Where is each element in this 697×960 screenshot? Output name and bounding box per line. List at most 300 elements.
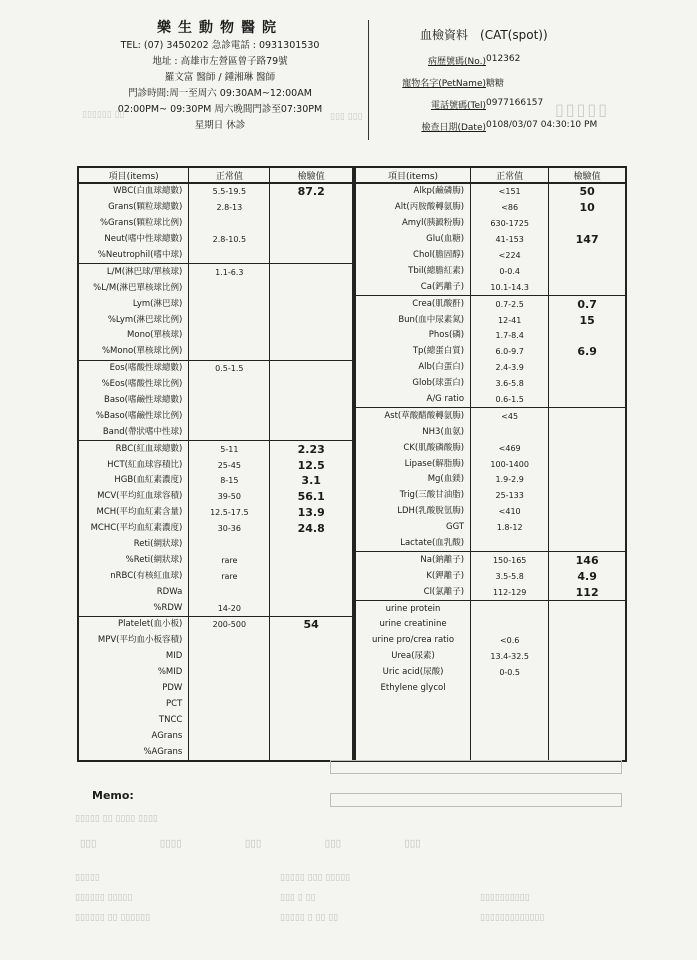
reference-range: 2.4-3.9 bbox=[471, 360, 549, 376]
reference-range: 14-20 bbox=[189, 600, 270, 616]
header-item: 項目(items) bbox=[78, 167, 189, 183]
result-value bbox=[549, 697, 626, 713]
reference-range bbox=[471, 424, 549, 440]
reference-range: 3.6-5.8 bbox=[471, 376, 549, 392]
table-row bbox=[355, 296, 626, 312]
field-petname-value: 糖糖 bbox=[486, 79, 505, 89]
test-name: Amyl(胰澱粉脢) bbox=[401, 218, 465, 229]
table-row bbox=[78, 665, 353, 681]
reference-range bbox=[189, 584, 270, 600]
test-name: Lym(淋巴球) bbox=[132, 298, 183, 309]
test-name: Alb(白蛋白) bbox=[418, 362, 465, 373]
report-type: (CAT(spot)) bbox=[480, 28, 548, 42]
bleedthrough-text: ▯▯▯ ▯ ▯▯ bbox=[280, 892, 316, 902]
test-name: PCT bbox=[166, 698, 183, 709]
result-value bbox=[270, 633, 353, 649]
test-name: Ast(草酸醋酸轉氨脢) bbox=[355, 408, 471, 424]
reference-range bbox=[189, 697, 270, 713]
result-value bbox=[549, 744, 626, 761]
reference-range bbox=[471, 712, 549, 728]
result-value: 15 bbox=[549, 312, 626, 328]
reference-range bbox=[189, 344, 270, 360]
clinic-address: 地址 : 高雄市左營區曾子路79號 bbox=[152, 56, 288, 67]
reference-range bbox=[471, 744, 549, 761]
table-row bbox=[78, 312, 353, 328]
test-name: Grans(顆粒球總數) bbox=[108, 202, 183, 213]
result-value bbox=[549, 601, 626, 617]
result-value bbox=[270, 665, 353, 681]
result-value bbox=[549, 728, 626, 744]
table-row bbox=[78, 280, 353, 296]
table-row bbox=[355, 232, 626, 248]
test-name: urine creatinine bbox=[379, 619, 447, 630]
reference-range: <224 bbox=[471, 248, 549, 264]
test-name: AGrans bbox=[151, 730, 183, 741]
reference-range bbox=[189, 312, 270, 328]
test-name: WBC(白血球總數) bbox=[78, 183, 189, 200]
reference-range bbox=[471, 617, 549, 633]
test-name: CK(肌酸磷酸脢) bbox=[403, 442, 465, 453]
table-row bbox=[355, 424, 626, 440]
reference-range: 5.5-19.5 bbox=[189, 183, 270, 200]
table-row bbox=[78, 216, 353, 232]
reference-range bbox=[189, 377, 270, 393]
test-name: Reti(網狀球) bbox=[133, 539, 183, 550]
reference-range: <151 bbox=[471, 183, 549, 200]
test-name: Alt(丙胺酸轉氨脢) bbox=[394, 202, 465, 213]
clinic-phone: TEL: (07) 3450202 急診電話 : 0931301530 bbox=[120, 40, 320, 51]
bleedthrough-text: ▯▯▯▯▯▯ ▯▯ bbox=[82, 110, 125, 120]
test-name: Eos(嗜酸性球總數) bbox=[78, 360, 189, 376]
table-row bbox=[355, 744, 626, 761]
bleedthrough-text: ▯▯▯ ▯▯▯▯ ▯▯▯ ▯▯▯ ▯▯▯ bbox=[80, 838, 421, 849]
result-value bbox=[549, 279, 626, 295]
clinic-hours-3: 星期日 休診 bbox=[194, 120, 246, 131]
table-row bbox=[78, 552, 353, 568]
test-name: Phos(磷) bbox=[428, 330, 465, 341]
reference-range bbox=[189, 296, 270, 312]
test-name: Tp(總蛋白質) bbox=[412, 346, 465, 357]
table-row bbox=[355, 263, 626, 279]
test-name: Lactate(血乳酸) bbox=[400, 538, 465, 549]
result-value: 24.8 bbox=[270, 521, 353, 537]
reference-range bbox=[189, 712, 270, 728]
result-value bbox=[270, 248, 353, 264]
reference-range: 25-45 bbox=[189, 457, 270, 473]
reference-range bbox=[189, 248, 270, 264]
test-name: NH3(血氨) bbox=[422, 426, 465, 437]
reference-range: 5-11 bbox=[189, 441, 270, 457]
table-row bbox=[355, 488, 626, 504]
table-row bbox=[355, 216, 626, 232]
reference-range: 12.5-17.5 bbox=[189, 505, 270, 521]
test-name: RBC(紅血球總數) bbox=[78, 441, 189, 457]
table-row bbox=[78, 393, 353, 409]
reference-range: 13.4-32.5 bbox=[471, 649, 549, 665]
result-value bbox=[549, 649, 626, 665]
test-name: Na(鈉離子) bbox=[355, 552, 471, 568]
test-name: %Eos(嗜酸性球比例) bbox=[101, 379, 183, 390]
result-value bbox=[549, 633, 626, 649]
field-no-label: 病歷號碼(No.) bbox=[428, 57, 486, 67]
reference-range bbox=[189, 328, 270, 344]
test-name: Ethylene glycol bbox=[380, 683, 446, 694]
result-value bbox=[270, 312, 353, 328]
table-row bbox=[78, 408, 353, 424]
result-value bbox=[270, 600, 353, 616]
result-value bbox=[549, 408, 626, 424]
table-row bbox=[78, 296, 353, 312]
reference-range: 630-1725 bbox=[471, 216, 549, 232]
result-value: 13.9 bbox=[270, 505, 353, 521]
result-value bbox=[270, 537, 353, 553]
test-name: MID bbox=[165, 651, 183, 662]
result-value bbox=[549, 328, 626, 344]
result-value: 6.9 bbox=[549, 344, 626, 360]
result-value bbox=[270, 360, 353, 376]
reference-range: 30-36 bbox=[189, 521, 270, 537]
table-row bbox=[355, 408, 626, 424]
test-name: MCH(平均血紅素含量) bbox=[96, 507, 183, 518]
reference-range: 112-129 bbox=[471, 584, 549, 600]
table-row bbox=[355, 728, 626, 744]
bleedthrough-box bbox=[330, 760, 622, 774]
table-row bbox=[355, 617, 626, 633]
reference-range bbox=[189, 681, 270, 697]
reference-range: 1.1-6.3 bbox=[189, 264, 270, 280]
reference-range: 1.7-8.4 bbox=[471, 328, 549, 344]
header-range: 正常值 bbox=[189, 167, 270, 183]
table-row bbox=[355, 536, 626, 552]
reference-range bbox=[189, 649, 270, 665]
result-value bbox=[549, 392, 626, 408]
result-value bbox=[270, 552, 353, 568]
table-row bbox=[78, 521, 353, 537]
result-value bbox=[270, 424, 353, 440]
test-name: Tbil(總膽紅素) bbox=[408, 265, 465, 276]
result-value bbox=[549, 216, 626, 232]
result-value: 56.1 bbox=[270, 489, 353, 505]
table-row bbox=[78, 344, 353, 360]
field-date-label: 檢查日期(Date) bbox=[421, 123, 486, 133]
header-range: 正常值 bbox=[471, 167, 549, 183]
report-title bbox=[420, 26, 548, 43]
test-name: nRBC(有核紅血球) bbox=[110, 570, 183, 581]
test-name: PDW bbox=[162, 683, 183, 694]
test-name: urine pro/crea ratio bbox=[372, 635, 455, 646]
result-value bbox=[270, 408, 353, 424]
test-name: urine protein bbox=[355, 601, 471, 617]
test-name bbox=[355, 744, 471, 761]
table-row bbox=[355, 456, 626, 472]
table-row bbox=[78, 200, 353, 216]
test-name: Band(帶狀嗜中性球) bbox=[102, 426, 183, 437]
table-row bbox=[355, 681, 626, 697]
reference-range: <0.6 bbox=[471, 633, 549, 649]
result-value bbox=[270, 584, 353, 600]
test-name: Chol(膽固醇) bbox=[413, 250, 465, 260]
reference-range: 10.1-14.3 bbox=[471, 279, 549, 295]
result-value bbox=[270, 649, 353, 665]
table-row bbox=[78, 728, 353, 744]
result-value bbox=[270, 216, 353, 232]
result-value bbox=[549, 440, 626, 456]
test-name: K(鉀離子) bbox=[426, 570, 465, 581]
test-name: L/M(淋巴球/單核球) bbox=[78, 264, 189, 280]
test-name: Crea(肌酸酐) bbox=[355, 296, 471, 312]
clinic-hours-1: 門診時間:周一至周六 09:30AM~12:00AM bbox=[128, 88, 312, 99]
result-value bbox=[270, 200, 353, 216]
header-item: 項目(items) bbox=[355, 167, 471, 183]
table-row bbox=[78, 248, 353, 264]
reference-range: 3.5-5.8 bbox=[471, 568, 549, 584]
test-name: %RDW bbox=[153, 602, 183, 613]
reference-range bbox=[471, 681, 549, 697]
reference-range: 41-153 bbox=[471, 232, 549, 248]
result-value: 87.2 bbox=[270, 183, 353, 200]
test-name: Platelet(血小板) bbox=[78, 617, 189, 633]
result-value: 12.5 bbox=[270, 457, 353, 473]
table-row bbox=[78, 649, 353, 665]
reference-range bbox=[471, 536, 549, 552]
result-value: 146 bbox=[549, 552, 626, 568]
result-value bbox=[270, 344, 353, 360]
table-row bbox=[355, 568, 626, 584]
reference-range: rare bbox=[189, 568, 270, 584]
header-result: 檢驗值 bbox=[549, 167, 626, 183]
reference-range: 0-0.5 bbox=[471, 665, 549, 681]
result-value bbox=[549, 681, 626, 697]
table-row bbox=[78, 473, 353, 489]
reference-range bbox=[471, 728, 549, 744]
reference-range bbox=[189, 537, 270, 553]
result-value bbox=[549, 424, 626, 440]
table-row bbox=[355, 649, 626, 665]
reference-range: <410 bbox=[471, 504, 549, 520]
results-table-left bbox=[77, 166, 354, 762]
field-tel-label: 電話號碼(Tel) bbox=[430, 101, 486, 111]
bleedthrough-text: ▯▯▯▯▯ bbox=[75, 872, 100, 882]
table-row bbox=[355, 552, 626, 568]
reference-range bbox=[471, 697, 549, 713]
reference-range: 0.6-1.5 bbox=[471, 392, 549, 408]
bleedthrough-text: ▯▯▯▯▯▯▯▯▯▯ bbox=[480, 892, 530, 902]
result-value: 4.9 bbox=[549, 568, 626, 584]
test-name: GGT bbox=[446, 522, 465, 533]
reference-range bbox=[189, 744, 270, 761]
result-value: 54 bbox=[270, 617, 353, 633]
test-name: Urea(尿素) bbox=[391, 651, 435, 662]
table-row bbox=[355, 633, 626, 649]
test-name: %Grans(顆粒球比例) bbox=[99, 218, 183, 229]
bleedthrough-text: ▯▯▯▯▯▯▯▯▯▯▯▯▯ bbox=[480, 912, 545, 922]
header-result: 檢驗值 bbox=[270, 167, 353, 183]
result-value bbox=[270, 377, 353, 393]
test-name: RDWa bbox=[156, 586, 183, 597]
test-name: Glob(球蛋白) bbox=[412, 378, 465, 389]
test-name: MCV(平均紅血球容積) bbox=[97, 491, 183, 502]
reference-range: 2.8-13 bbox=[189, 200, 270, 216]
reference-range: 12-41 bbox=[471, 312, 549, 328]
result-value bbox=[549, 536, 626, 552]
reference-range: 0.5-1.5 bbox=[189, 360, 270, 376]
reference-range: 8-15 bbox=[189, 473, 270, 489]
test-name: HCT(紅血球容積比) bbox=[107, 459, 183, 470]
test-name: LDH(乳酸脫氫脢) bbox=[397, 506, 465, 517]
result-value bbox=[549, 456, 626, 472]
test-name: %MID bbox=[157, 667, 183, 678]
reference-range bbox=[189, 393, 270, 409]
table-row bbox=[78, 232, 353, 248]
result-value bbox=[270, 280, 353, 296]
table-row bbox=[355, 328, 626, 344]
test-name: %L/M(淋巴單核球比例) bbox=[93, 282, 183, 293]
test-name: A/G ratio bbox=[426, 394, 465, 405]
bleedthrough-box bbox=[330, 793, 622, 807]
test-name: Ca(鈣離子) bbox=[420, 281, 465, 292]
result-value bbox=[549, 263, 626, 279]
reference-range: 0.7-2.5 bbox=[471, 296, 549, 312]
reference-range: <86 bbox=[471, 200, 549, 216]
table-row bbox=[355, 601, 626, 617]
reference-range: 1.8-12 bbox=[471, 520, 549, 536]
reference-range: rare bbox=[189, 552, 270, 568]
reference-range: <469 bbox=[471, 440, 549, 456]
test-name: Mono(單核球) bbox=[127, 330, 183, 341]
reference-range: 0-0.4 bbox=[471, 263, 549, 279]
test-name: Alkp(鹼磷脢) bbox=[355, 183, 471, 200]
result-value bbox=[549, 360, 626, 376]
table-row bbox=[355, 279, 626, 295]
table-row bbox=[78, 744, 353, 761]
test-name: %Lym(淋巴球比例) bbox=[107, 314, 183, 325]
result-value bbox=[270, 728, 353, 744]
table-row bbox=[78, 584, 353, 600]
table-row bbox=[355, 312, 626, 328]
clinic-hours-2: 02:00PM~ 09:30PM 周六晚間門診至07:30PM bbox=[117, 104, 323, 115]
table-row bbox=[78, 712, 353, 728]
result-value bbox=[270, 328, 353, 344]
table-row bbox=[355, 200, 626, 216]
reference-range bbox=[471, 601, 549, 617]
test-name: MPV(平均血小板容積) bbox=[97, 635, 183, 646]
test-name: Cl(氯離子) bbox=[423, 586, 465, 597]
reference-range: 25-133 bbox=[471, 488, 549, 504]
result-value bbox=[270, 712, 353, 728]
result-value bbox=[549, 712, 626, 728]
table-row bbox=[78, 505, 353, 521]
result-value bbox=[549, 376, 626, 392]
table-row bbox=[78, 183, 353, 200]
result-value bbox=[270, 232, 353, 248]
table-row bbox=[78, 633, 353, 649]
table-row bbox=[355, 392, 626, 408]
result-value bbox=[270, 296, 353, 312]
field-petname-label: 寵物名字(PetName) bbox=[402, 79, 486, 89]
result-value: 2.23 bbox=[270, 441, 353, 457]
table-row bbox=[78, 424, 353, 440]
table-header-row bbox=[78, 167, 353, 183]
table-row bbox=[78, 441, 353, 457]
table-row bbox=[355, 520, 626, 536]
test-name: Baso(嗜鹼性球總數) bbox=[104, 395, 183, 406]
result-value bbox=[270, 568, 353, 584]
table-row bbox=[355, 665, 626, 681]
test-name: %Baso(嗜鹼性球比例) bbox=[95, 410, 183, 421]
bleedthrough-text: ▯▯▯▯▯ ▯▯ ▯▯▯▯ ▯▯▯▯ bbox=[75, 813, 158, 823]
table-row bbox=[78, 681, 353, 697]
table-row bbox=[355, 248, 626, 264]
test-name bbox=[355, 712, 471, 728]
field-no-value: 012362 bbox=[486, 54, 521, 64]
watermark-logo: ▯▯▯▯▯ bbox=[555, 100, 610, 119]
test-name: Neut(嗜中性球總數) bbox=[104, 234, 183, 245]
test-name: Bun(血中尿素氮) bbox=[398, 314, 465, 325]
test-name: Glu(血糖) bbox=[426, 234, 465, 245]
reference-range bbox=[189, 633, 270, 649]
reference-range bbox=[189, 408, 270, 424]
table-row bbox=[355, 584, 626, 600]
result-value bbox=[549, 488, 626, 504]
result-value: 147 bbox=[549, 232, 626, 248]
table-row bbox=[78, 489, 353, 505]
table-row bbox=[78, 360, 353, 376]
bleedthrough-text: ▯▯▯▯▯ ▯ ▯▯ ▯▯ bbox=[280, 912, 339, 922]
table-row bbox=[355, 504, 626, 520]
result-value: 0.7 bbox=[549, 296, 626, 312]
result-value bbox=[270, 264, 353, 280]
field-date-value: 0108/03/07 04:30:10 PM bbox=[486, 120, 598, 130]
test-name bbox=[355, 728, 471, 744]
table-row bbox=[355, 376, 626, 392]
table-row bbox=[355, 360, 626, 376]
table-row bbox=[355, 183, 626, 200]
table-row bbox=[78, 328, 353, 344]
reference-range: 200-500 bbox=[189, 617, 270, 633]
result-value bbox=[549, 248, 626, 264]
table-row bbox=[78, 537, 353, 553]
field-tel-value: 0977166157 bbox=[486, 98, 544, 108]
result-value: 3.1 bbox=[270, 473, 353, 489]
table-row bbox=[78, 697, 353, 713]
reference-range bbox=[189, 424, 270, 440]
reference-range: 6.0-9.7 bbox=[471, 344, 549, 360]
bleedthrough-text: ▯▯▯▯▯▯ ▯▯▯▯▯ bbox=[75, 892, 133, 902]
test-name: Uric acid(尿酸) bbox=[382, 667, 444, 678]
result-value: 112 bbox=[549, 584, 626, 600]
results-table-right bbox=[354, 166, 627, 762]
result-value bbox=[549, 617, 626, 633]
test-name: %Neutrophil(嗜中球) bbox=[97, 250, 183, 260]
table-row bbox=[355, 344, 626, 360]
test-name: Mg(血鎂) bbox=[427, 474, 465, 485]
test-name: MCHC(平均血紅素濃度) bbox=[90, 523, 183, 534]
reference-range: 100-1400 bbox=[471, 456, 549, 472]
test-name: HGB(血紅素濃度) bbox=[114, 475, 183, 486]
test-name: Trig(三酸甘油脂) bbox=[399, 490, 465, 501]
test-name: %AGrans bbox=[143, 746, 183, 757]
result-value bbox=[549, 520, 626, 536]
result-value bbox=[270, 697, 353, 713]
table-row bbox=[355, 472, 626, 488]
result-value bbox=[549, 504, 626, 520]
reference-range: 150-165 bbox=[471, 552, 549, 568]
test-name: Lipase(解脂脢) bbox=[404, 458, 465, 469]
test-name: %Reti(網狀球) bbox=[125, 554, 183, 565]
reference-range bbox=[189, 665, 270, 681]
reference-range: 1.9-2.9 bbox=[471, 472, 549, 488]
reference-range: 2.8-10.5 bbox=[189, 232, 270, 248]
